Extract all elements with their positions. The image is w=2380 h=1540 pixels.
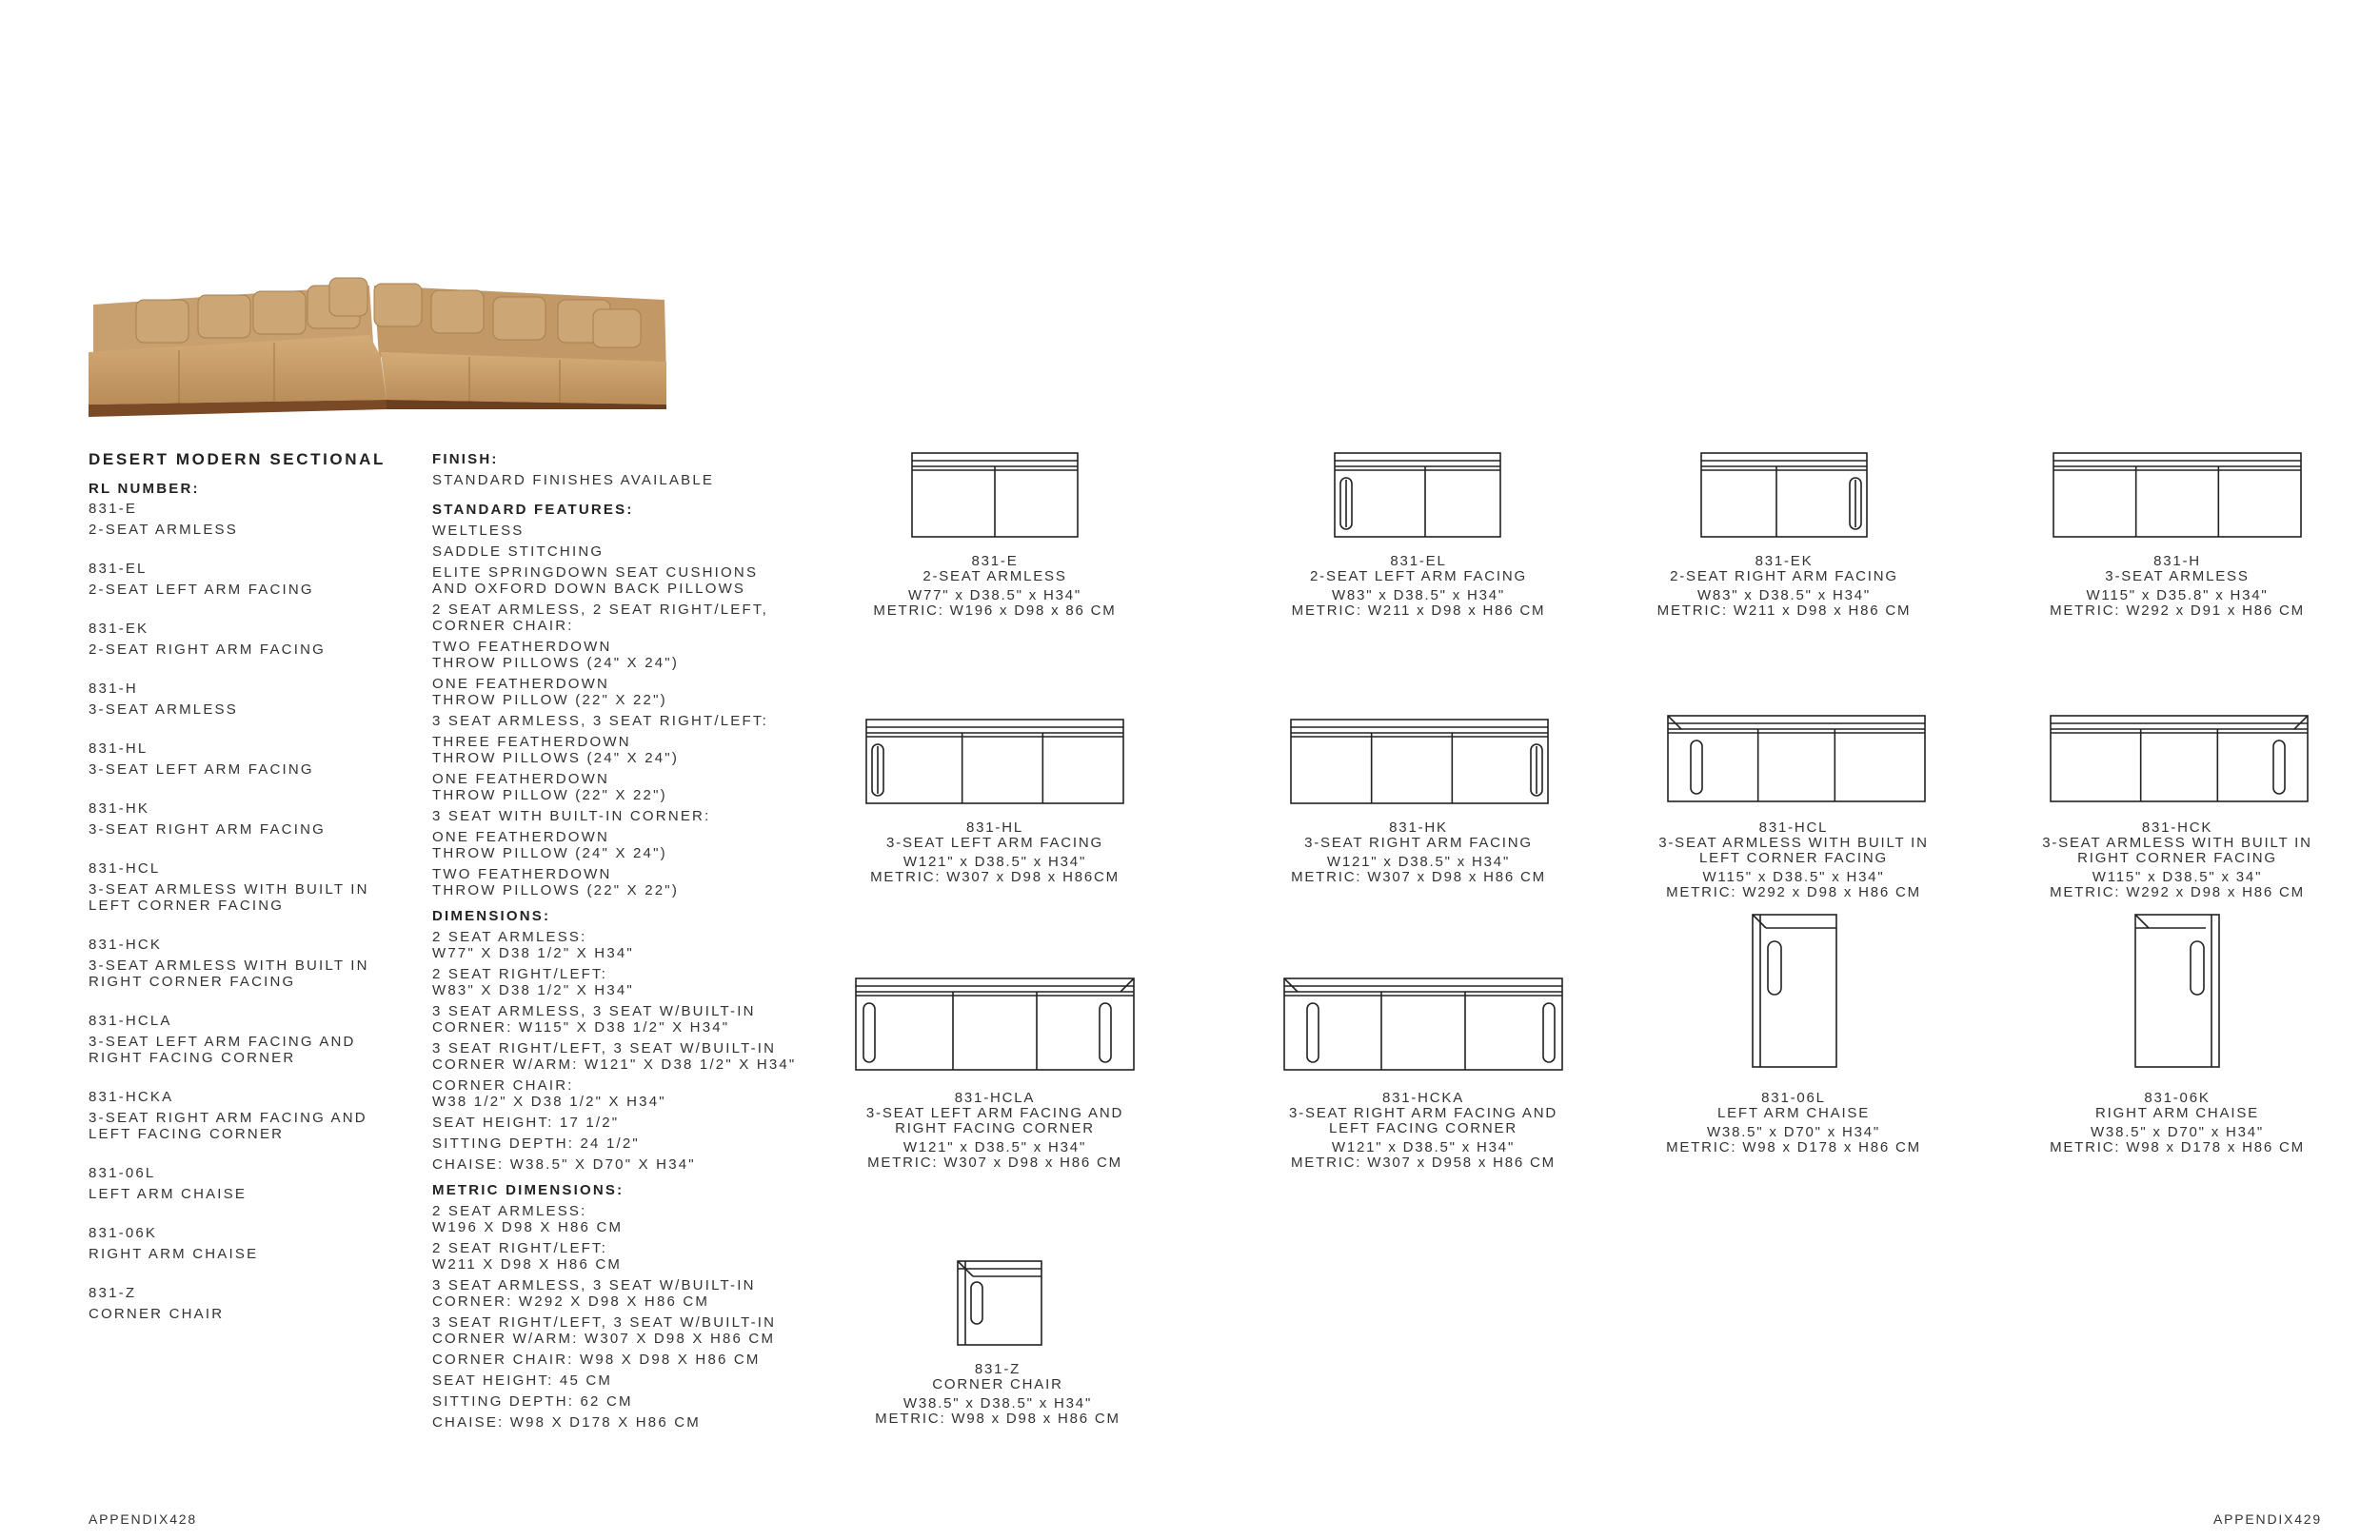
- diagram-metric: METRIC: W292 x D91 x H86 CM: [2050, 602, 2305, 619]
- metric-item: [432, 1352, 796, 1368]
- diagram-metric: METRIC: W292 x D98 x H86 CM: [2050, 884, 2305, 900]
- spec-line: 3 SEAT ARMLESS, 3 SEAT W/BUILT-IN: [432, 1277, 756, 1293]
- rl-entry: [89, 937, 386, 990]
- diagram-caption: [1657, 554, 1912, 619]
- rl-code: 831-EK: [89, 621, 149, 637]
- dimension-item: [432, 1040, 796, 1073]
- diagram-caption: [1666, 1091, 1921, 1155]
- rl-name: 3-SEAT ARMLESS WITH BUILT IN: [89, 958, 369, 974]
- plan-drawing-831-06k: [2135, 915, 2219, 1067]
- feature-item: [432, 639, 796, 671]
- diagram-name: RIGHT CORNER FACING: [2077, 850, 2277, 866]
- rl-code: 831-HL: [89, 740, 149, 757]
- plan-drawing-831-hk: [1291, 720, 1548, 803]
- rl-code: 831-EL: [89, 561, 148, 577]
- rl-entry: [89, 561, 386, 598]
- sectional-sofa-image: [84, 267, 674, 428]
- feature-item: [432, 808, 796, 824]
- spec-line: ONE FEATHERDOWN: [432, 829, 610, 845]
- dimension-item: [432, 1156, 796, 1173]
- diagram-metric: METRIC: W211 x D98 x H86 CM: [1291, 602, 1546, 619]
- metric-item: [432, 1372, 796, 1389]
- plan-drawing-831-h: [2053, 453, 2301, 537]
- rl-name: LEFT ARM CHAISE: [89, 1186, 248, 1202]
- diagram-name: 3-SEAT LEFT ARM FACING AND: [865, 1105, 1124, 1121]
- spec-line: SITTING DEPTH: 62 CM: [432, 1393, 633, 1410]
- plan-drawing-831-hcla: [856, 978, 1134, 1070]
- plan-drawing-831-hcka: [1284, 978, 1562, 1070]
- metric-item: [432, 1203, 796, 1235]
- diagram-code: 831-HCK: [2141, 819, 2213, 836]
- diagram-caption: [866, 1091, 1123, 1171]
- diagram-dimensions: W121" x D38.5" x H34": [1331, 1139, 1516, 1155]
- rl-name: 3-SEAT RIGHT ARM FACING: [89, 821, 326, 838]
- plan-drawing-831-06l: [1753, 915, 1836, 1067]
- plan-drawing-831-z: [958, 1261, 1041, 1345]
- spec-line: W83" X D38 1/2" X H34": [432, 982, 634, 998]
- spec-line: THROW PILLOWS (24" X 24"): [432, 750, 680, 766]
- feature-item: [432, 523, 796, 539]
- spec-line: ONE FEATHERDOWN: [432, 676, 610, 692]
- diagram-dimensions: W121" x D38.5" x H34": [902, 854, 1087, 870]
- spec-line: 3 SEAT WITH BUILT-IN CORNER:: [432, 808, 711, 824]
- rl-name: 3-SEAT ARMLESS: [89, 701, 238, 718]
- spec-line: THROW PILLOWS (22" X 22"): [432, 882, 680, 898]
- diagram-name: 3-SEAT RIGHT ARM FACING: [1304, 835, 1533, 851]
- diagram-name: CORNER CHAIR: [932, 1376, 1063, 1392]
- rl-code: 831-06L: [89, 1165, 156, 1181]
- spec-line: THREE FEATHERDOWN: [432, 734, 631, 750]
- diagram-name: 3-SEAT RIGHT ARM FACING AND: [1289, 1105, 1557, 1121]
- diagram-metric: METRIC: W292 x D98 x H86 CM: [1666, 884, 1921, 900]
- diagram-code: 831-H: [2153, 553, 2201, 569]
- spec-line: SADDLE STITCHING: [432, 543, 605, 560]
- diagram-name: 3-SEAT ARMLESS WITH BUILT IN: [1658, 835, 1929, 851]
- dimension-item: [432, 1077, 796, 1110]
- rl-name: 3-SEAT LEFT ARM FACING AND: [89, 1034, 356, 1050]
- spec-line: SEAT HEIGHT: 17 1/2": [432, 1115, 620, 1131]
- rl-name-line2: LEFT FACING CORNER: [89, 1126, 285, 1142]
- rl-code: 831-HCLA: [89, 1013, 172, 1029]
- spec-line: CORNER: W292 X D98 X H86 CM: [432, 1293, 710, 1310]
- metric-item: [432, 1277, 796, 1310]
- diagram-dimensions: W83" x D38.5" x H34": [1696, 587, 1872, 603]
- rl-entry: [89, 1225, 386, 1262]
- spec-line: W38 1/2" X D38 1/2" X H34": [432, 1094, 666, 1110]
- finish-value: STANDARD FINISHES AVAILABLE: [432, 472, 715, 488]
- rl-name: 3-SEAT ARMLESS WITH BUILT IN: [89, 881, 369, 898]
- spec-line: CORNER W/ARM: W307 X D98 X H86 CM: [432, 1331, 776, 1347]
- diagram-dimensions: W121" x D38.5" x H34": [902, 1139, 1087, 1155]
- diagram-name: RIGHT ARM CHAISE: [2095, 1105, 2259, 1121]
- diagram-code: 831-EL: [1390, 553, 1447, 569]
- plan-drawing-831-hck: [2051, 716, 2308, 801]
- diagram-name: 3-SEAT ARMLESS: [2105, 568, 2250, 584]
- metric-item: [432, 1240, 796, 1273]
- rl-entry: [89, 740, 386, 778]
- spec-line: THROW PILLOW (22" X 22"): [432, 692, 667, 708]
- diagram-code: 831-06L: [1761, 1090, 1826, 1106]
- dimensions-label: DIMENSIONS:: [432, 908, 551, 924]
- rl-entry: [89, 501, 386, 538]
- spec-line: THROW PILLOW (22" X 22"): [432, 787, 667, 803]
- spec-line: TWO FEATHERDOWN: [432, 639, 612, 655]
- metric-label: METRIC DIMENSIONS:: [432, 1182, 625, 1198]
- feature-item: [432, 829, 796, 861]
- diagram-metric: METRIC: W98 x D178 x H86 CM: [2050, 1139, 2305, 1155]
- spec-line: THROW PILLOWS (24" X 24"): [432, 655, 680, 671]
- diagram-dimensions: W115" x D38.5" x H34": [1702, 869, 1885, 885]
- diagram-metric: METRIC: W98 x D178 x H86 CM: [1666, 1139, 1921, 1155]
- diagram-name: 2-SEAT RIGHT ARM FACING: [1670, 568, 1898, 584]
- rl-name-line2: LEFT CORNER FACING: [89, 898, 285, 914]
- metric-item: [432, 1314, 796, 1347]
- rl-entry: [89, 1013, 386, 1066]
- spec-line: CORNER CHAIR:: [432, 618, 574, 634]
- diagram-name: LEFT CORNER FACING: [1699, 850, 1888, 866]
- feature-item: [432, 734, 796, 766]
- rl-code: 831-06K: [89, 1225, 158, 1241]
- spec-line: W196 X D98 X H86 CM: [432, 1219, 624, 1235]
- rl-name: RIGHT ARM CHAISE: [89, 1246, 259, 1262]
- diagram-caption: [2050, 554, 2305, 619]
- rl-name: 3-SEAT LEFT ARM FACING: [89, 761, 314, 778]
- spec-line: CORNER CHAIR:: [432, 1077, 574, 1094]
- diagram-name: 2-SEAT LEFT ARM FACING: [1310, 568, 1527, 584]
- spec-line: CHAISE: W38.5" X D70" X H34": [432, 1156, 696, 1173]
- rl-code: 831-E: [89, 501, 138, 517]
- spec-line: CHAISE: W98 X D178 X H86 CM: [432, 1414, 701, 1431]
- diagram-metric: METRIC: W307 x D98 x H86 CM: [1291, 869, 1546, 885]
- rl-code: 831-H: [89, 681, 138, 697]
- spec-line: 3 SEAT RIGHT/LEFT, 3 SEAT W/BUILT-IN: [432, 1040, 777, 1056]
- rl-entry: [89, 621, 386, 658]
- diagram-dimensions: W38.5" x D70" x H34": [1706, 1124, 1881, 1140]
- rl-entry: [89, 1165, 386, 1202]
- feature-item: [432, 602, 796, 634]
- diagram-metric: METRIC: W196 x D98 x 86 CM: [873, 602, 1117, 619]
- rl-name: 2-SEAT ARMLESS: [89, 522, 238, 538]
- diagram-code: 831-HCKA: [1381, 1090, 1465, 1106]
- diagram-caption: [1291, 820, 1546, 885]
- rl-entry: [89, 800, 386, 838]
- spec-line: CORNER CHAIR: W98 X D98 X H86 CM: [432, 1352, 761, 1368]
- spec-line: TWO FEATHERDOWN: [432, 866, 612, 882]
- diagram-name: LEFT FACING CORNER: [1329, 1120, 1517, 1136]
- diagram-code: 831-06K: [2144, 1090, 2211, 1106]
- plan-drawing-831-e: [912, 453, 1078, 537]
- diagram-code: 831-HK: [1389, 819, 1448, 836]
- feature-item: [432, 676, 796, 708]
- diagram-dimensions: W115" x D35.8" x H34": [2086, 587, 2269, 603]
- feature-item: [432, 771, 796, 803]
- diagram-code: 831-E: [971, 553, 1019, 569]
- rl-entry: [89, 1089, 386, 1142]
- spec-line: AND OXFORD DOWN BACK PILLOWS: [432, 581, 746, 597]
- rl-code: 831-HCKA: [89, 1089, 174, 1105]
- diagram-caption: [875, 1362, 1121, 1427]
- rl-name: CORNER CHAIR: [89, 1306, 225, 1322]
- rl-number-list: [89, 451, 386, 1345]
- rl-name-line2: RIGHT CORNER FACING: [89, 974, 296, 990]
- diagram-caption: [1658, 820, 1929, 900]
- rl-code: 831-Z: [89, 1285, 137, 1301]
- spec-line: 2 SEAT RIGHT/LEFT:: [432, 1240, 608, 1256]
- rl-name-line2: RIGHT FACING CORNER: [89, 1050, 296, 1066]
- finish-label: FINISH:: [432, 451, 499, 467]
- plan-drawing-831-hcl: [1668, 716, 1925, 801]
- diagram-caption: [1289, 1091, 1557, 1171]
- rl-entry: [89, 860, 386, 914]
- diagram-code: 831-EK: [1755, 553, 1814, 569]
- spec-line: 2 SEAT ARMLESS:: [432, 1203, 587, 1219]
- rl-entry: [89, 681, 386, 718]
- rl-number-label: RL NUMBER:: [89, 481, 200, 497]
- diagram-name: RIGHT FACING CORNER: [895, 1120, 1095, 1136]
- feature-item: [432, 564, 796, 597]
- spec-line: WELTLESS: [432, 523, 525, 539]
- diagram-caption: [2050, 1091, 2305, 1155]
- rl-entry: [89, 1285, 386, 1322]
- spec-line: ONE FEATHERDOWN: [432, 771, 610, 787]
- spec-line: CORNER: W115" X D38 1/2" X H34": [432, 1019, 730, 1036]
- plan-drawing-831-hl: [866, 720, 1123, 803]
- diagram-dimensions: W38.5" x D70" x H34": [2090, 1124, 2265, 1140]
- dimension-item: [432, 929, 796, 961]
- rl-code: 831-HK: [89, 800, 150, 817]
- spec-line: 2 SEAT ARMLESS, 2 SEAT RIGHT/LEFT,: [432, 602, 768, 618]
- spec-line: 2 SEAT ARMLESS:: [432, 929, 587, 945]
- diagram-name: LEFT ARM CHAISE: [1716, 1105, 1871, 1121]
- spec-line: SITTING DEPTH: 24 1/2": [432, 1135, 640, 1152]
- spec-line: 3 SEAT RIGHT/LEFT, 3 SEAT W/BUILT-IN: [432, 1314, 777, 1331]
- spec-line: SEAT HEIGHT: 45 CM: [432, 1372, 613, 1389]
- spec-line: 2 SEAT RIGHT/LEFT:: [432, 966, 608, 982]
- product-title: DESERT MODERN SECTIONAL: [89, 450, 386, 468]
- diagram-caption: [870, 820, 1120, 885]
- diagram-caption: [1292, 554, 1546, 619]
- diagram-metric: METRIC: W307 x D98 x H86 CM: [867, 1155, 1122, 1171]
- diagram-code: 831-HCL: [1758, 819, 1829, 836]
- metric-item: [432, 1414, 796, 1431]
- diagram-metric: METRIC: W307 x D98 x H86CM: [870, 869, 1120, 885]
- rl-name: 2-SEAT RIGHT ARM FACING: [89, 642, 326, 658]
- spec-line: CORNER W/ARM: W121" X D38 1/2" X H34": [432, 1056, 797, 1073]
- diagram-metric: METRIC: W307 x D958 x H86 CM: [1291, 1155, 1556, 1171]
- diagram-metric: METRIC: W98 x D98 x H86 CM: [875, 1411, 1121, 1427]
- spec-line: W77" X D38 1/2" X H34": [432, 945, 634, 961]
- features-label: STANDARD FEATURES:: [432, 502, 634, 518]
- dimension-item: [432, 1003, 796, 1036]
- diagram-dimensions: W83" x D38.5" x H34": [1331, 587, 1506, 603]
- diagram-name: 2-SEAT ARMLESS: [922, 568, 1067, 584]
- footer-left-page: APPENDIX428: [89, 1511, 197, 1527]
- diagram-name: 3-SEAT LEFT ARM FACING: [886, 835, 1103, 851]
- dimension-item: [432, 1135, 796, 1152]
- rl-name: 3-SEAT RIGHT ARM FACING AND: [89, 1110, 367, 1126]
- rl-code: 831-HCK: [89, 937, 163, 953]
- feature-item: [432, 713, 796, 729]
- diagram-code: 831-HCLA: [954, 1090, 1036, 1106]
- spec-line: ELITE SPRINGDOWN SEAT CUSHIONS: [432, 564, 759, 581]
- rl-code: 831-HCL: [89, 860, 161, 877]
- diagram-dimensions: W115" x D38.5" x 34": [2092, 869, 2263, 885]
- feature-item: [432, 866, 796, 898]
- diagram-dimensions: W38.5" x D38.5" x H34": [902, 1395, 1093, 1412]
- diagram-name: 3-SEAT ARMLESS WITH BUILT IN: [2042, 835, 2312, 851]
- diagram-caption: [873, 554, 1116, 619]
- feature-item: [432, 543, 796, 560]
- plan-drawing-831-ek: [1701, 453, 1867, 537]
- diagram-metric: METRIC: W211 x D98 x H86 CM: [1656, 602, 1912, 619]
- diagram-dimensions: W77" x D38.5" x H34": [907, 587, 1082, 603]
- spec-line: 3 SEAT ARMLESS, 3 SEAT RIGHT/LEFT:: [432, 713, 768, 729]
- rl-name: 2-SEAT LEFT ARM FACING: [89, 582, 314, 598]
- spec-line: W211 X D98 X H86 CM: [432, 1256, 623, 1273]
- spec-line: THROW PILLOW (24" X 24"): [432, 845, 667, 861]
- diagram-code: 831-HL: [965, 819, 1023, 836]
- plan-drawing-831-el: [1335, 453, 1500, 537]
- diagram-dimensions: W121" x D38.5" x H34": [1326, 854, 1511, 870]
- dimension-item: [432, 1115, 796, 1131]
- dimension-item: [432, 966, 796, 998]
- footer-right-page: APPENDIX429: [2213, 1511, 2322, 1527]
- metric-item: [432, 1393, 796, 1410]
- diagram-code: 831-Z: [974, 1361, 1021, 1377]
- spec-line: 3 SEAT ARMLESS, 3 SEAT W/BUILT-IN: [432, 1003, 756, 1019]
- diagram-caption: [2042, 820, 2312, 900]
- specifications: [432, 451, 796, 1435]
